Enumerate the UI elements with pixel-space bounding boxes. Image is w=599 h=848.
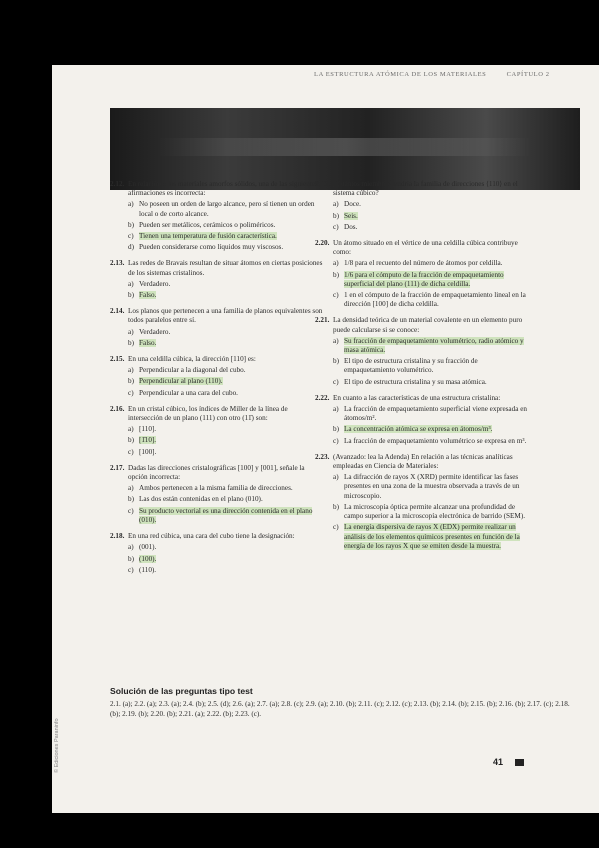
highlighted-answer-text: Seis.	[344, 211, 358, 220]
option-text: Dos.	[344, 222, 358, 231]
question-number: 2.17.	[110, 463, 125, 472]
answer-option	[128, 339, 324, 348]
option-letter: a)	[128, 279, 134, 288]
answer-option	[128, 366, 324, 375]
question-item	[110, 259, 324, 300]
question-text: En una red cúbica, una cara del cubo tiene la designación:	[128, 532, 295, 541]
highlighted-answer-text: Su fracción de empaquetamiento volumétrico, radio atómico y masa atómica.	[344, 336, 524, 355]
question-number: 2.13.	[110, 259, 125, 268]
option-text: La fracción de empaquetamiento volumétrico se expresa en m³.	[344, 436, 527, 445]
option-text: 1/8 para el recuento del número de átomos por celdilla.	[344, 259, 503, 268]
option-letter: a)	[128, 543, 134, 552]
option-text: Pueden considerarse como líquidos muy viscosos.	[139, 243, 284, 252]
option-text: El tipo de estructura cristalina y su fracción de empaquetamiento volumétrico.	[344, 357, 478, 375]
questions-column-right	[315, 180, 527, 558]
highlighted-answer-text: (100).	[139, 554, 157, 563]
question-item	[110, 464, 324, 525]
answer-option	[128, 543, 324, 552]
highlighted-answer-text: Falso.	[139, 338, 157, 347]
option-text: [100].	[139, 447, 157, 456]
questions-column-left	[110, 180, 324, 582]
question-text: Dadas las direcciones cristalográficas [100] y [001], señale la opción incorrecta:	[128, 463, 305, 482]
page-marker	[515, 759, 524, 766]
question-text: La densidad teórica de un material covalente en un elemento puro puede calcularse si se conoce:	[333, 316, 523, 334]
question-text: ¿Cuántos miembros tendría la familia de direcciones ⟨110⟩ en el sistema cúbico?	[333, 180, 518, 198]
question-item	[315, 394, 527, 446]
option-letter: c)	[333, 436, 339, 445]
question-item	[110, 180, 324, 252]
option-letter: b)	[333, 357, 339, 366]
question-text: En cuanto a las características de una estructura cristalina:	[333, 393, 501, 402]
answer-option	[333, 259, 527, 268]
option-letter: a)	[128, 484, 134, 493]
option-letter: b)	[333, 211, 339, 220]
option-letter: c)	[128, 388, 134, 397]
option-letter: c)	[128, 506, 134, 515]
option-letter: b)	[128, 291, 134, 300]
header-banner-image	[110, 108, 580, 190]
answer-option	[128, 484, 324, 493]
question-number: 2.15.	[110, 355, 125, 364]
question-item	[110, 532, 324, 575]
highlighted-answer-text: Falso.	[139, 291, 157, 300]
answer-option	[128, 555, 324, 564]
question-item	[110, 355, 324, 398]
answer-option	[333, 378, 527, 387]
option-text: Doce.	[344, 200, 361, 209]
option-letter: d)	[128, 243, 134, 252]
answer-option	[333, 223, 527, 232]
answer-option	[333, 523, 527, 551]
answer-option	[128, 436, 324, 445]
question-number: 2.14.	[110, 307, 125, 316]
answer-option	[128, 425, 324, 434]
question-item	[315, 453, 527, 551]
option-text: (001).	[139, 543, 157, 552]
question-item	[110, 307, 324, 348]
question-number: 2.23.	[315, 452, 330, 461]
answer-option	[128, 495, 324, 504]
answer-option	[128, 200, 324, 218]
option-text: (110).	[139, 565, 157, 574]
answer-option	[333, 357, 527, 375]
option-text: El tipo de estructura cristalina y su masa atómica.	[344, 377, 487, 386]
option-letter: b)	[128, 377, 134, 386]
book-page	[52, 65, 599, 813]
option-letter: c)	[333, 222, 339, 231]
answer-option	[333, 212, 527, 221]
answer-option	[333, 473, 527, 501]
option-letter: c)	[128, 447, 134, 456]
question-number: 2.19.	[315, 180, 330, 188]
highlighted-answer-text: [1̄10].	[139, 436, 157, 445]
option-letter: a)	[333, 259, 339, 268]
option-letter: b)	[333, 502, 339, 511]
option-letter: a)	[333, 473, 339, 482]
answer-option	[333, 291, 527, 309]
answer-option	[333, 200, 527, 209]
option-text: La difracción de rayos X (XRD) permite identificar las fases presentes en una zona de la muestra observada a través de un microscopio.	[344, 473, 520, 500]
highlighted-answer-text: 1/6 para el cómputo de la fracción de empaquetamiento superficial del plano (111) de dicha celdilla.	[344, 270, 504, 288]
question-item	[315, 239, 527, 309]
chapter-label: CAPÍTULO 2	[506, 71, 550, 78]
page-number: 41	[493, 757, 504, 767]
answer-option	[128, 243, 324, 252]
highlighted-answer-text: La energía dispersiva de rayos X (EDX) permite realizar un análisis de los elementos químicos presentes en función de la energía de los rayos X que se emiten desde la muestra.	[344, 523, 520, 550]
question-number: 2.12.	[110, 180, 125, 188]
question-number: 2.22.	[315, 393, 330, 402]
option-text: Pueden ser metálicos, cerámicos o poliméricos.	[139, 220, 276, 229]
solutions-section	[110, 686, 580, 719]
answer-option	[128, 507, 324, 525]
answer-option	[128, 291, 324, 300]
answer-option	[333, 405, 527, 423]
question-number: 2.16.	[110, 404, 125, 413]
answer-option	[128, 389, 324, 398]
solutions-text: 2.1. (a); 2.2. (a); 2.3. (a); 2.4. (b); 2.5. (d); 2.6. (a); 2.7. (a); 2.8. (c); 2.9. (a); 2.10. (b); 2.11. (c); 2.12. (c); 2.13. (b); 2.14. (b); 2.15. (b); 2.16. (b); 2.17. (c); 2.18. (b); 2.19. (b); 2.20. (b); 2.21. (a); 2.22. (b); 2.23. (c).	[110, 700, 570, 718]
option-letter: c)	[128, 565, 134, 574]
option-letter: b)	[333, 425, 339, 434]
answer-option	[333, 425, 527, 434]
option-text: 1 en el cómputo de la fracción de empaquetamiento lineal en la dirección [100] de dicha celdilla.	[344, 291, 526, 309]
highlighted-answer-text: La concentración atómica se expresa en átomos/m³.	[344, 425, 493, 434]
option-text: Perpendicular a la diagonal del cubo.	[139, 366, 246, 375]
option-letter: b)	[128, 495, 134, 504]
question-number: 2.20.	[315, 239, 330, 248]
highlighted-answer-text: Perpendicular al plano (110).	[139, 377, 223, 386]
option-letter: b)	[333, 270, 339, 279]
option-text: Verdadero.	[139, 279, 171, 288]
question-item	[315, 316, 527, 386]
answer-option	[333, 503, 527, 521]
answer-option	[128, 448, 324, 457]
question-item	[110, 405, 324, 457]
question-item	[315, 180, 527, 232]
question-text: Las redes de Bravais resultan de situar átomos en ciertas posiciones de los sistemas cristalinos.	[128, 259, 323, 277]
answer-option	[333, 437, 527, 446]
option-letter: c)	[128, 232, 134, 241]
option-text: Ambos pertenecen a la misma familia de direcciones.	[139, 484, 293, 493]
option-letter: b)	[128, 436, 134, 445]
option-letter: a)	[128, 366, 134, 375]
publisher-label: © Ediciones Paraninfo	[54, 718, 60, 773]
option-letter: b)	[128, 554, 134, 563]
option-letter: c)	[333, 291, 339, 300]
answer-option	[128, 328, 324, 337]
answer-option	[128, 232, 324, 241]
option-letter: a)	[333, 336, 339, 345]
question-text: En una celdilla cúbica, la dirección [110] es:	[128, 355, 256, 364]
side-publisher-band	[52, 625, 66, 775]
answer-option	[128, 221, 324, 230]
option-letter: b)	[128, 338, 134, 347]
question-number: 2.21.	[315, 316, 330, 325]
question-text: En relación a los materiales amorfos sólidos, una de las siguientes afirmaciones es incorrecta:	[128, 180, 318, 198]
option-letter: b)	[128, 220, 134, 229]
option-letter: a)	[333, 200, 339, 209]
running-header	[314, 71, 550, 78]
highlighted-answer-text: Tienen una temperatura de fusión característica.	[139, 232, 277, 241]
running-title: LA ESTRUCTURA ATÓMICA DE LOS MATERIALES	[314, 71, 487, 78]
option-text: Las dos están contenidas en el plano (010).	[139, 495, 263, 504]
question-text: Los planos que pertenecen a una familia de planos equivalentes son todos paralelos entre sí.	[128, 307, 323, 325]
option-text: [110].	[139, 425, 157, 434]
question-text: (Avanzado: lea la Adenda) En relación a las técnicas analíticas empleadas en Ciencia de Materiales:	[333, 452, 513, 471]
option-letter: a)	[128, 327, 134, 336]
answer-option	[128, 280, 324, 289]
highlighted-answer-text: Su producto vectorial es una dirección contenida en el plano (010).	[139, 506, 313, 524]
option-text: Perpendicular a una cara del cubo.	[139, 388, 238, 397]
answer-option	[128, 377, 324, 386]
option-letter: a)	[128, 200, 134, 209]
question-number: 2.18.	[110, 532, 125, 541]
question-text: En un cristal cúbico, los índices de Miller de la línea de intersección de un plano (111) con otro (11̄) son:	[128, 404, 288, 423]
solutions-title: Solución de las preguntas tipo test	[110, 686, 253, 696]
option-letter: a)	[333, 405, 339, 414]
option-letter: c)	[333, 377, 339, 386]
option-letter: a)	[128, 425, 134, 434]
option-text: No poseen un orden de largo alcance, pero sí tienen un orden local o de corto alcance.	[139, 200, 315, 218]
question-text: Un átomo situado en el vértice de una celdilla cúbica contribuye como:	[333, 239, 518, 257]
answer-option	[333, 271, 527, 289]
option-text: La microscopía óptica permite alcanzar una profundidad de campo superior a la microscopía electrónica de barrido (SEM).	[344, 502, 526, 521]
option-text: Verdadero.	[139, 327, 171, 336]
answer-option	[128, 566, 324, 575]
answer-option	[333, 337, 527, 355]
option-text: La fracción de empaquetamiento superficial viene expresada en átomos/m².	[344, 405, 527, 423]
option-letter: c)	[333, 523, 339, 532]
